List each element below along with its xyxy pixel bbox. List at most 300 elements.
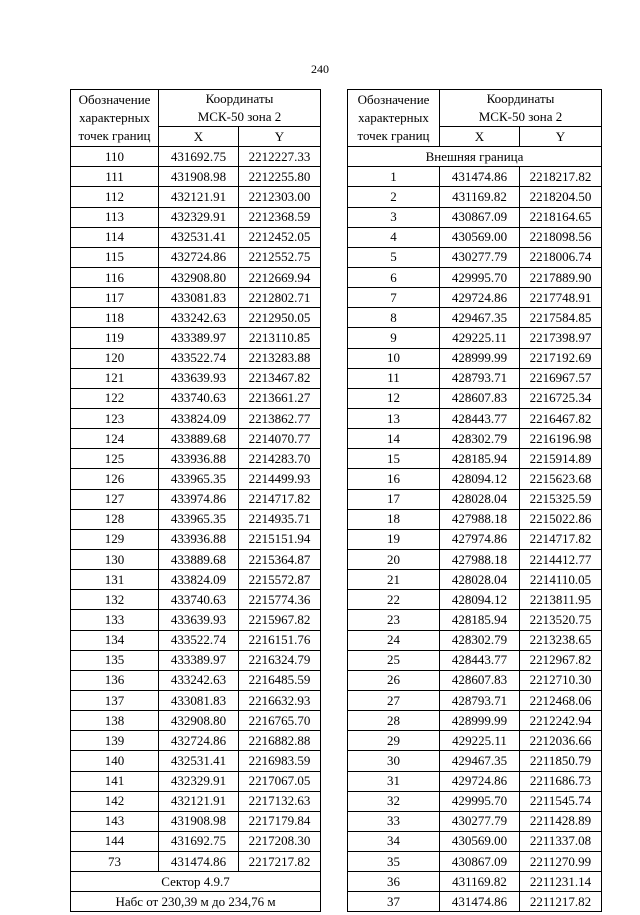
table-row [348,529,602,549]
point-id-cell: 125 [71,449,159,469]
point-id-cell: 31 [348,771,440,791]
y-coordinate-cell: 2217179.84 [239,811,321,831]
table-row [71,167,321,187]
table-row [71,449,321,469]
point-id-cell: 13 [348,408,440,428]
designation-header [348,90,440,147]
x-coordinate-cell: 428094.12 [440,469,520,489]
y-coordinate-cell: 2215623.68 [520,469,602,489]
coordinates-header-line: Координаты [205,91,274,106]
x-coordinate-cell: 429467.35 [440,308,520,328]
table-row [348,267,602,287]
right-table-body [348,147,602,912]
table-row [348,509,602,529]
y-coordinate-cell: 2216324.79 [239,650,321,670]
y-coordinate-cell: 2214935.71 [239,509,321,529]
y-coordinate-cell: 2217748.91 [520,288,602,308]
table-row [71,690,321,710]
x-coordinate-cell: 433824.09 [159,408,239,428]
x-coordinate-cell: 427988.18 [440,549,520,569]
section-title: Внешняя граница [348,147,602,167]
section-row [348,147,602,167]
table-row [348,630,602,650]
x-coordinate-cell: 430867.09 [440,852,520,872]
y-coordinate-cell: 2213811.95 [520,590,602,610]
point-id-cell: 119 [71,328,159,348]
point-id-cell: 6 [348,267,440,287]
y-coordinate-cell: 2212552.75 [239,247,321,267]
y-coordinate-cell: 2216765.70 [239,711,321,731]
x-coordinate-cell: 433242.63 [159,308,239,328]
point-id-cell: 25 [348,650,440,670]
point-id-cell: 142 [71,791,159,811]
x-coordinate-cell: 429467.35 [440,751,520,771]
y-coordinate-cell: 2214110.05 [520,570,602,590]
y-coordinate-cell: 2218164.65 [520,207,602,227]
point-id-cell: 73 [71,852,159,872]
point-id-cell: 128 [71,509,159,529]
table-row [348,670,602,690]
point-id-cell: 23 [348,610,440,630]
x-coordinate-cell: 433242.63 [159,670,239,690]
y-coordinate-cell: 2217192.69 [520,348,602,368]
point-id-cell: 22 [348,590,440,610]
y-coordinate-cell: 2217398.97 [520,328,602,348]
point-id-cell: 114 [71,227,159,247]
y-coordinate-cell: 2217208.30 [239,831,321,851]
y-coordinate-cell: 2212242.94 [520,711,602,731]
x-coordinate-cell: 427974.86 [440,529,520,549]
y-coordinate-cell: 2211337.08 [520,831,602,851]
x-coordinate-cell: 428999.99 [440,348,520,368]
x-coordinate-cell: 433889.68 [159,549,239,569]
table-row [71,308,321,328]
point-id-cell: 116 [71,267,159,287]
x-coordinate-cell: 433522.74 [159,630,239,650]
coordinates-header [440,90,602,127]
right-table-header [348,90,602,147]
point-id-cell: 18 [348,509,440,529]
point-id-cell: 29 [348,731,440,751]
point-id-cell: 30 [348,751,440,771]
x-coordinate-cell: 431474.86 [440,892,520,912]
y-coordinate-cell: 2212303.00 [239,187,321,207]
table-row [348,449,602,469]
point-id-cell: 2 [348,187,440,207]
x-coordinate-cell: 432329.91 [159,207,239,227]
coordinates-header-line: МСК-50 зона 2 [197,109,282,124]
point-id-cell: 140 [71,751,159,771]
y-coordinate-cell: 2216882.88 [239,731,321,751]
table-row [348,610,602,630]
x-coordinate-cell: 433522.74 [159,348,239,368]
point-id-cell: 7 [348,288,440,308]
y-coordinate-cell: 2217584.85 [520,308,602,328]
table-row [348,811,602,831]
y-coordinate-cell: 2211545.74 [520,791,602,811]
point-id-cell: 112 [71,187,159,207]
y-coordinate-cell: 2211217.82 [520,892,602,912]
table-row [71,549,321,569]
y-coordinate-cell: 2214499.93 [239,469,321,489]
x-coordinate-cell: 432329.91 [159,771,239,791]
x-coordinate-cell: 433965.35 [159,469,239,489]
x-column-header: X [159,127,239,147]
x-coordinate-cell: 428793.71 [440,368,520,388]
table-row [71,831,321,851]
table-row [348,791,602,811]
table-row [71,590,321,610]
x-coordinate-cell: 431908.98 [159,811,239,831]
point-id-cell: 138 [71,711,159,731]
point-id-cell: 21 [348,570,440,590]
x-coordinate-cell: 430277.79 [440,811,520,831]
table-row [348,831,602,851]
y-coordinate-cell: 2215914.89 [520,449,602,469]
table-row [71,610,321,630]
y-coordinate-cell: 2212802.71 [239,288,321,308]
x-coordinate-cell: 432121.91 [159,791,239,811]
x-coordinate-cell: 431692.75 [159,831,239,851]
x-coordinate-cell: 433389.97 [159,650,239,670]
x-coordinate-cell: 433389.97 [159,328,239,348]
point-id-cell: 126 [71,469,159,489]
coordinates-header [159,90,321,127]
point-id-cell: 133 [71,610,159,630]
designation-header-line: Обозначение [357,92,430,108]
x-coordinate-cell: 428443.77 [440,408,520,428]
point-id-cell: 129 [71,529,159,549]
x-coordinate-cell: 433081.83 [159,690,239,710]
point-id-cell: 113 [71,207,159,227]
y-coordinate-cell: 2214412.77 [520,549,602,569]
y-coordinate-cell: 2212452.05 [239,227,321,247]
table-row [71,267,321,287]
table-row [348,751,602,771]
table-row [348,469,602,489]
y-coordinate-cell: 2215022.86 [520,509,602,529]
point-id-cell: 121 [71,368,159,388]
table-row [71,570,321,590]
y-coordinate-cell: 2216725.34 [520,388,602,408]
y-coordinate-cell: 2214070.77 [239,429,321,449]
point-id-cell: 5 [348,247,440,267]
y-coordinate-cell: 2215572.87 [239,570,321,590]
y-coordinate-cell: 2213238.65 [520,630,602,650]
table-row [71,630,321,650]
right-coordinates-table [347,89,602,912]
table-row [71,529,321,549]
point-id-cell: 33 [348,811,440,831]
y-coordinate-cell: 2212669.94 [239,267,321,287]
y-coordinate-cell: 2216467.82 [520,408,602,428]
point-id-cell: 28 [348,711,440,731]
x-coordinate-cell: 432531.41 [159,227,239,247]
x-coordinate-cell: 433965.35 [159,509,239,529]
y-coordinate-cell: 2215364.87 [239,549,321,569]
point-id-cell: 117 [71,288,159,308]
x-coordinate-cell: 431169.82 [440,187,520,207]
point-id-cell: 110 [71,147,159,167]
y-coordinate-cell: 2211428.89 [520,811,602,831]
table-row [348,872,602,892]
y-coordinate-cell: 2214283.70 [239,449,321,469]
left-table-body [71,147,321,872]
x-coordinate-cell: 428094.12 [440,590,520,610]
table-row [71,368,321,388]
coordinates-header-line: МСК-50 зона 2 [478,109,563,124]
x-coordinate-cell: 432908.80 [159,267,239,287]
table-row [71,509,321,529]
x-coordinate-cell: 430569.00 [440,227,520,247]
x-column-header: X [440,127,520,147]
table-row [71,348,321,368]
y-coordinate-cell: 2213283.88 [239,348,321,368]
table-row [71,408,321,428]
x-coordinate-cell: 433639.93 [159,368,239,388]
point-id-cell: 17 [348,489,440,509]
y-coordinate-cell: 2216967.57 [520,368,602,388]
table-row [348,731,602,751]
x-coordinate-cell: 433974.86 [159,489,239,509]
left-coordinates-table [70,89,321,912]
y-coordinate-cell: 2217132.63 [239,791,321,811]
point-id-cell: 36 [348,872,440,892]
y-coordinate-cell: 2211270.99 [520,852,602,872]
designation-header-line: характерных [358,110,429,126]
y-coordinate-cell: 2212967.82 [520,650,602,670]
table-row [71,711,321,731]
x-coordinate-cell: 432531.41 [159,751,239,771]
point-id-cell: 115 [71,247,159,267]
point-id-cell: 8 [348,308,440,328]
point-id-cell: 34 [348,831,440,851]
y-coordinate-cell: 2215325.59 [520,489,602,509]
point-id-cell: 12 [348,388,440,408]
y-coordinate-cell: 2217217.82 [239,852,321,872]
point-id-cell: 136 [71,670,159,690]
point-id-cell: 135 [71,650,159,670]
x-coordinate-cell: 431169.82 [440,872,520,892]
table-row [348,650,602,670]
point-id-cell: 15 [348,449,440,469]
x-coordinate-cell: 429724.86 [440,288,520,308]
table-row [348,247,602,267]
y-coordinate-cell: 2218204.50 [520,187,602,207]
table-row [71,489,321,509]
point-id-cell: 4 [348,227,440,247]
table-row [348,408,602,428]
y-coordinate-cell: 2213661.27 [239,388,321,408]
table-row [71,469,321,489]
x-coordinate-cell: 432724.86 [159,731,239,751]
designation-header-line: Обозначение [78,92,151,108]
table-row [348,892,602,912]
x-coordinate-cell: 428028.04 [440,570,520,590]
left-table-header [71,90,321,147]
point-id-cell: 3 [348,207,440,227]
point-id-cell: 19 [348,529,440,549]
table-row [71,771,321,791]
point-id-cell: 130 [71,549,159,569]
y-coordinate-cell: 2211686.73 [520,771,602,791]
table-row [71,207,321,227]
x-coordinate-cell: 428793.71 [440,690,520,710]
point-id-cell: 16 [348,469,440,489]
point-id-cell: 144 [71,831,159,851]
point-id-cell: 124 [71,429,159,449]
y-coordinate-cell: 2215151.94 [239,529,321,549]
point-id-cell: 141 [71,771,159,791]
y-coordinate-cell: 2215774.36 [239,590,321,610]
x-coordinate-cell: 428999.99 [440,711,520,731]
table-row [348,167,602,187]
table-row [348,549,602,569]
height-range-label: Набс от 230,39 м до 234,76 м [71,892,321,912]
point-id-cell: 35 [348,852,440,872]
point-id-cell: 122 [71,388,159,408]
x-coordinate-cell: 428607.83 [440,670,520,690]
table-row [71,328,321,348]
table-row [348,489,602,509]
table-row [71,187,321,207]
y-coordinate-cell: 2217889.90 [520,267,602,287]
designation-header [71,90,159,147]
x-coordinate-cell: 429995.70 [440,267,520,287]
y-coordinate-cell: 2216196.98 [520,429,602,449]
y-coordinate-cell: 2212368.59 [239,207,321,227]
y-coordinate-cell: 2218098.56 [520,227,602,247]
y-coordinate-cell: 2212036.66 [520,731,602,751]
table-row [348,388,602,408]
y-coordinate-cell: 2217067.05 [239,771,321,791]
x-coordinate-cell: 432724.86 [159,247,239,267]
table-row [71,852,321,872]
page-number: 240 [311,62,329,76]
y-coordinate-cell: 2212255.80 [239,167,321,187]
x-coordinate-cell: 433889.68 [159,429,239,449]
point-id-cell: 127 [71,489,159,509]
table-row [71,811,321,831]
left-table-footer [71,872,321,912]
point-id-cell: 111 [71,167,159,187]
table-row [348,771,602,791]
point-id-cell: 1 [348,167,440,187]
x-coordinate-cell: 432908.80 [159,711,239,731]
point-id-cell: 134 [71,630,159,650]
table-row [348,328,602,348]
x-coordinate-cell: 431692.75 [159,147,239,167]
point-id-cell: 132 [71,590,159,610]
x-coordinate-cell: 433639.93 [159,610,239,630]
y-coordinate-cell: 2212468.06 [520,690,602,710]
y-coordinate-cell: 2216151.76 [239,630,321,650]
designation-header-line: точек границ [78,128,151,144]
table-row [71,247,321,267]
x-coordinate-cell: 429724.86 [440,771,520,791]
table-row [71,791,321,811]
point-id-cell: 32 [348,791,440,811]
point-id-cell: 139 [71,731,159,751]
point-id-cell: 120 [71,348,159,368]
point-id-cell: 9 [348,328,440,348]
x-coordinate-cell: 430569.00 [440,831,520,851]
table-row [348,852,602,872]
x-coordinate-cell: 428607.83 [440,388,520,408]
y-coordinate-cell: 2218006.74 [520,247,602,267]
point-id-cell: 24 [348,630,440,650]
x-coordinate-cell: 428185.94 [440,449,520,469]
y-coordinate-cell: 2212950.05 [239,308,321,328]
point-id-cell: 20 [348,549,440,569]
x-coordinate-cell: 428028.04 [440,489,520,509]
y-coordinate-cell: 2218217.82 [520,167,602,187]
table-row [348,570,602,590]
point-id-cell: 131 [71,570,159,590]
table-row [348,429,602,449]
table-row [348,187,602,207]
point-id-cell: 143 [71,811,159,831]
y-coordinate-cell: 2214717.82 [239,489,321,509]
x-coordinate-cell: 431474.86 [159,852,239,872]
x-coordinate-cell: 427988.18 [440,509,520,529]
x-coordinate-cell: 429225.11 [440,328,520,348]
sector-label: Сектор 4.9.7 [71,872,321,892]
point-id-cell: 123 [71,408,159,428]
x-coordinate-cell: 433740.63 [159,388,239,408]
table-row [71,751,321,771]
x-coordinate-cell: 433824.09 [159,570,239,590]
y-column-header: Y [239,127,321,147]
x-coordinate-cell: 430277.79 [440,247,520,267]
y-coordinate-cell: 2216632.93 [239,690,321,710]
table-row [71,388,321,408]
table-row [71,288,321,308]
table-row [348,288,602,308]
x-coordinate-cell: 431474.86 [440,167,520,187]
table-row [348,308,602,328]
y-column-header: Y [520,127,602,147]
point-id-cell: 26 [348,670,440,690]
x-coordinate-cell: 432121.91 [159,187,239,207]
point-id-cell: 118 [71,308,159,328]
point-id-cell: 37 [348,892,440,912]
x-coordinate-cell: 430867.09 [440,207,520,227]
y-coordinate-cell: 2215967.82 [239,610,321,630]
table-row [71,650,321,670]
x-coordinate-cell: 428302.79 [440,630,520,650]
y-coordinate-cell: 2211850.79 [520,751,602,771]
y-coordinate-cell: 2211231.14 [520,872,602,892]
x-coordinate-cell: 431908.98 [159,167,239,187]
x-coordinate-cell: 429225.11 [440,731,520,751]
designation-header-line: точек границ [357,128,430,144]
table-row [348,590,602,610]
point-id-cell: 10 [348,348,440,368]
y-coordinate-cell: 2216983.59 [239,751,321,771]
table-row [348,348,602,368]
coordinates-header-line: Координаты [486,91,555,106]
table-row [71,731,321,751]
table-row [348,711,602,731]
x-coordinate-cell: 433936.88 [159,449,239,469]
x-coordinate-cell: 429995.70 [440,791,520,811]
point-id-cell: 14 [348,429,440,449]
point-id-cell: 137 [71,690,159,710]
x-coordinate-cell: 428302.79 [440,429,520,449]
y-coordinate-cell: 2213520.75 [520,610,602,630]
table-row [348,690,602,710]
